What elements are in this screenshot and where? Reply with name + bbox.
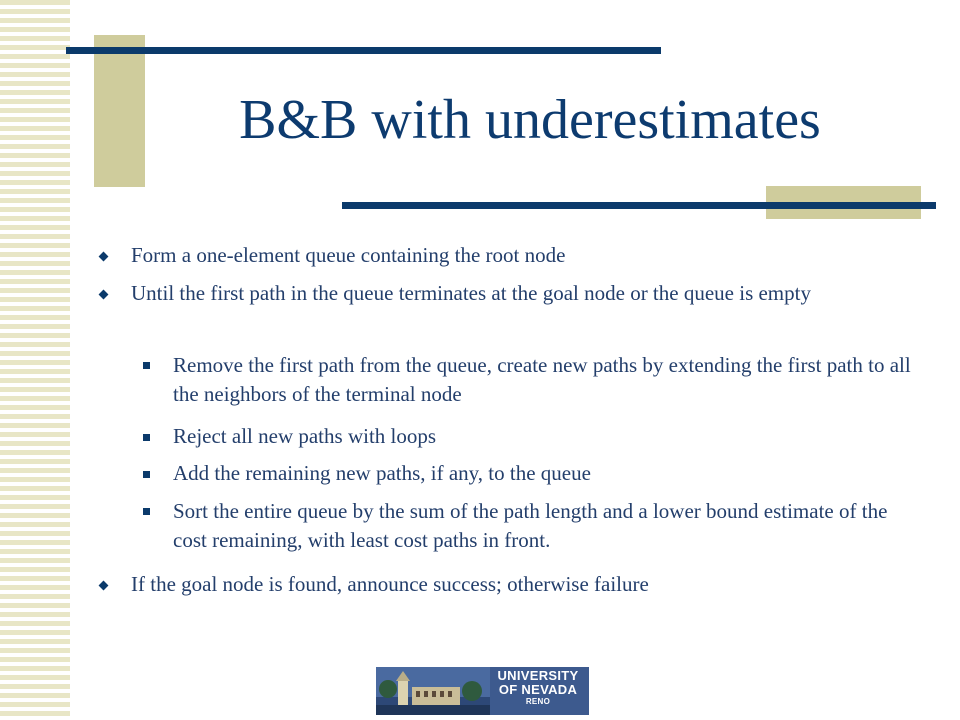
bullet-item: Form a one-element queue containing the root node (131, 243, 566, 267)
sub-bullet-item: Reject all new paths with loops (173, 424, 437, 448)
bullet-item: Until the first path in the queue terminates at the goal node or the queue is empty (131, 281, 811, 305)
logo-wordmark (488, 669, 588, 707)
logo-line-2: OF NEVADA (498, 682, 578, 697)
navy-rule-top (66, 47, 661, 54)
sub-bullet-item: Add the remaining new paths, if any, to the queue (173, 461, 591, 485)
diamond-bullet-icon (99, 581, 109, 591)
diamond-bullet-icon (99, 290, 109, 300)
logo-line-1: UNIVERSITY (497, 668, 579, 683)
sub-bullet-item: Sort the entire queue by the sum of the path length and a lower bound estimate of the cost remaining, with least cost paths in front. (173, 499, 888, 552)
navy-rule-bottom (342, 202, 936, 209)
diamond-bullet-icon (99, 252, 109, 262)
logo-line-3: RENO (525, 697, 551, 706)
bullet-item: If the goal node is found, announce success; otherwise failure (131, 572, 649, 596)
slide-title: B&B with underestimates (239, 89, 821, 151)
square-bullet-icon (143, 362, 150, 369)
square-bullet-icon (143, 434, 150, 441)
square-bullet-icon (143, 508, 150, 515)
square-bullet-icon (143, 471, 150, 478)
sub-bullet-item: Remove the first path from the queue, create new paths by extending the first path to all the neighbors of the terminal node (173, 353, 911, 406)
campus-building-icon (376, 667, 490, 715)
university-logo (376, 667, 589, 715)
